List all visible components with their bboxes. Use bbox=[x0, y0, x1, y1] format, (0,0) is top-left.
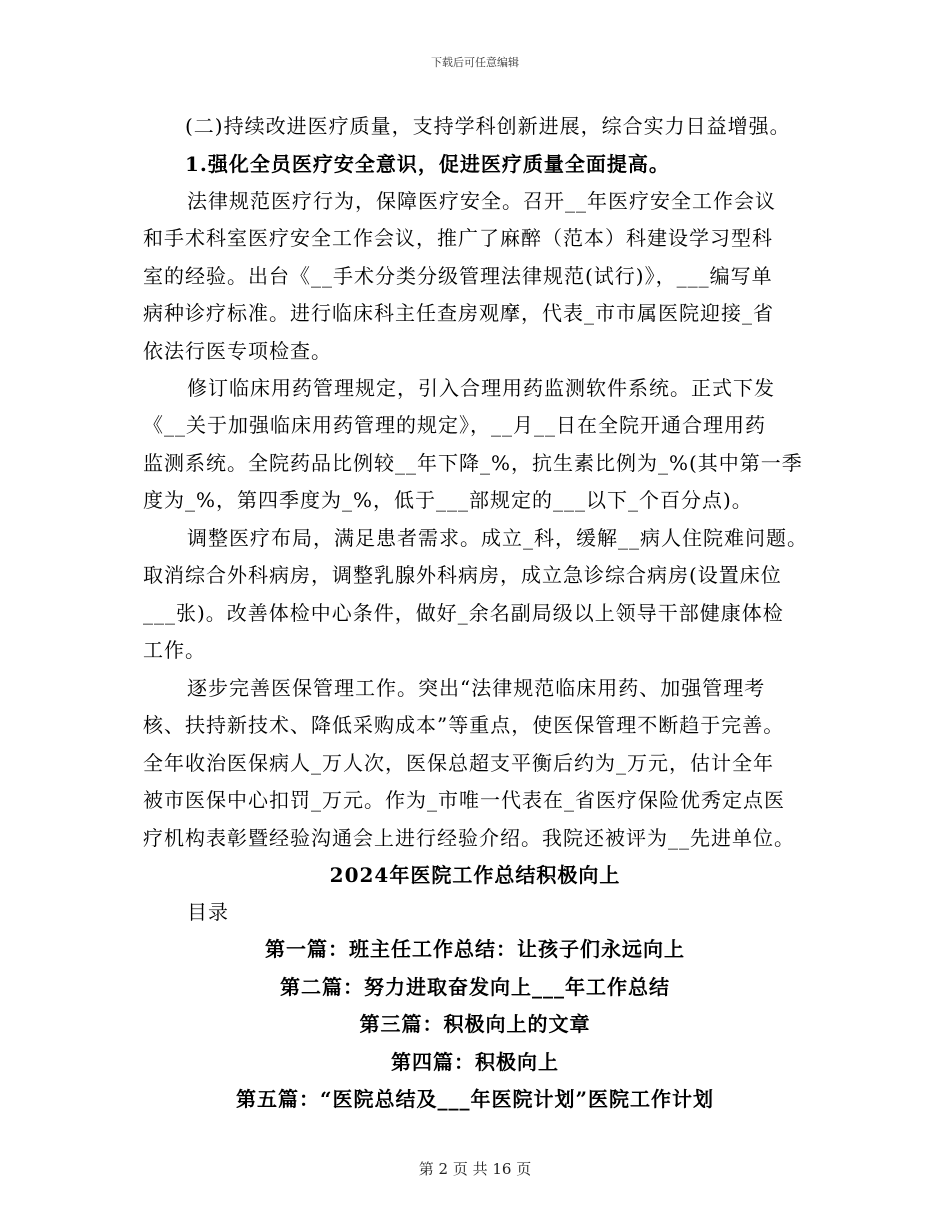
paragraph-line: 调整医疗布局，满足患者需求。成立_科，缓解__病人住院难问题。 bbox=[187, 526, 808, 550]
paragraph-line: 工作。 bbox=[143, 638, 206, 662]
toc-item: 第三篇：积极向上的文章 bbox=[359, 1012, 591, 1036]
toc-item: 第二篇：努力进取奋发向上___年工作总结 bbox=[280, 975, 670, 999]
page-header: 下载后可任意编辑 bbox=[431, 56, 519, 69]
section-heading: (二)持续改进医疗质量，支持学科创新进展，综合实力日益增强。 bbox=[185, 114, 791, 138]
paragraph-line: 修订临床用药管理规定，引入合理用药监测软件系统。正式下发 bbox=[187, 376, 775, 400]
paragraph-line: 病种诊疗标准。进行临床科主任查房观摩，代表_市市属医院迎接_省 bbox=[143, 301, 774, 325]
paragraph-line: 《__关于加强临床用药管理的规定》，__月__日在全院开通合理用药 bbox=[143, 413, 766, 437]
paragraph-line: 取消综合外科病房，调整乳腺外科病房，成立急诊综合病房(设置床位 bbox=[143, 563, 782, 587]
toc-item: 第四篇：积极向上 bbox=[391, 1050, 559, 1074]
paragraph-line: ___张)。改善体检中心条件，做好_余名副局级以上领导干部健康体检 bbox=[143, 601, 784, 625]
subsection-heading: 1.强化全员医疗安全意识，促进医疗质量全面提高。 bbox=[185, 152, 670, 176]
document-title: 2024年医院工作总结积极向上 bbox=[329, 863, 621, 887]
paragraph-line: 疗机构表彰暨经验沟通会上进行经验介绍。我院还被评为__先进单位。 bbox=[143, 826, 795, 850]
paragraph-line: 监测系统。全院药品比例较__年下降_%，抗生素比例为_%(其中第一季 bbox=[143, 451, 803, 475]
paragraph-line: 全年收治医保病人_万人次，医保总超支平衡后约为_万元，估计全年 bbox=[143, 751, 774, 775]
toc-item: 第一篇：班主任工作总结：让孩子们永远向上 bbox=[265, 937, 685, 961]
paragraph-line: 逐步完善医保管理工作。突出“法律规范临床用药、加强管理考 bbox=[187, 676, 766, 700]
page-footer: 第 2 页 共 16 页 bbox=[418, 1160, 532, 1178]
paragraph-line: 室的经验。出台《__手术分类分级管理法律规范(试行)》，___编写单 bbox=[143, 264, 773, 288]
paragraph-line: 依法行医专项检查。 bbox=[143, 339, 332, 363]
paragraph-line: 被市医保中心扣罚_万元。作为_市唯一代表在_省医疗保险优秀定点医 bbox=[143, 788, 785, 812]
toc-item: 第五篇：“医院总结及___年医院计划”医院工作计划 bbox=[235, 1087, 714, 1111]
toc-label: 目录 bbox=[187, 900, 229, 924]
paragraph-line: 核、扶持新技术、降低采购成本”等重点，使医保管理不断趋于完善。 bbox=[143, 713, 785, 737]
paragraph-line: 和手术科室医疗安全工作会议，推广了麻醉（范本）科建设学习型科 bbox=[143, 226, 773, 250]
paragraph-line: 法律规范医疗行为，保障医疗安全。召开__年医疗安全工作会议 bbox=[187, 189, 776, 213]
paragraph-line: 度为_%，第四季度为_%，低于___部规定的___以下_个百分点)。 bbox=[143, 488, 753, 512]
